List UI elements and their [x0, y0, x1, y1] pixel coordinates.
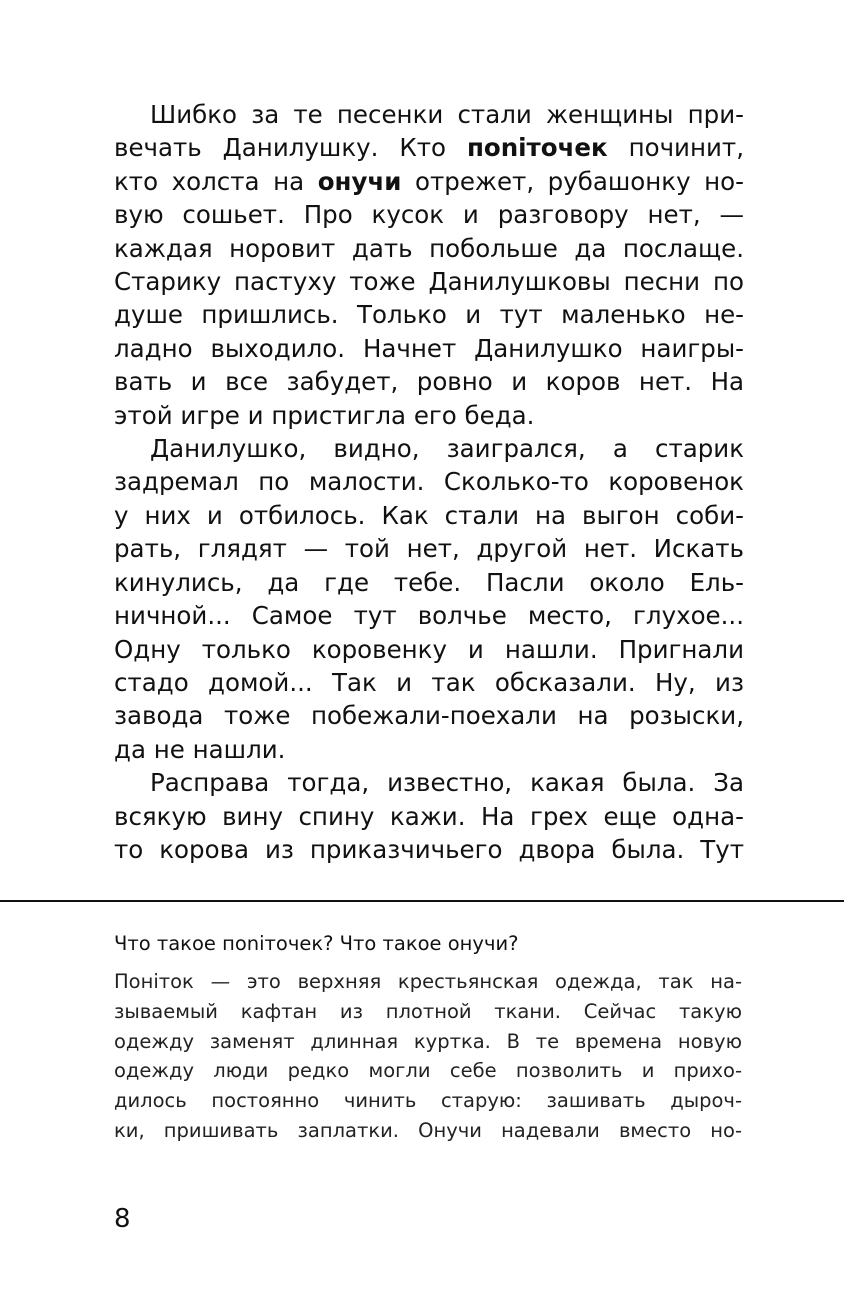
text-fragment: вечать Данилушку. Кто: [114, 133, 467, 163]
text-line: ладно выходило. Начнет Данилушко наигры-: [114, 333, 744, 363]
text-fragment: отрежет, рубашонку но-: [401, 166, 744, 196]
text-line: то корова из приказчичьего двора была. Тут: [114, 834, 744, 864]
note-box: [114, 930, 742, 1146]
note-line: Понiток — это верхняя крестьянская одежда, так на-: [114, 970, 742, 993]
paragraph-1: [114, 98, 744, 432]
note-title: Что такое поniточек? Что такое онучи?: [114, 932, 519, 955]
text-line: всякую вину спину кажи. На грех еще одна-: [114, 801, 744, 831]
text-line: ничной... Самое тут волчье место, глухое...: [114, 601, 744, 631]
text-line: да не нашли.: [114, 734, 286, 764]
text-line: Расправа тогда, известно, какая была. За: [150, 768, 744, 798]
text-line: Шибко за те песенки стали женщины при-: [150, 100, 744, 129]
text-line: [114, 165, 744, 198]
text-line: Одну только коровенку и нашли. Пригнали: [114, 634, 744, 664]
note-line: дилось постоянно чинить старую: зашивать дыроч-: [114, 1089, 742, 1113]
section-divider: [0, 900, 844, 902]
paragraph-3: [114, 766, 744, 866]
text-line: кинулись, да где тебе. Пасли около Ель-: [114, 567, 744, 597]
text-line: рать, глядят — той нет, другой нет. Искать: [114, 534, 744, 564]
text-line: вать и все забудет, ровно и коров нет. На: [114, 367, 744, 397]
text-line: Данилушко, видно, заигрался, а старик: [150, 434, 744, 464]
text-line: [114, 131, 744, 164]
bold-term-ponitochek: поniточек: [466, 133, 608, 163]
text-fragment: починит,: [607, 133, 744, 163]
text-line: задремал по малости. Сколько-то коровенок: [114, 467, 744, 497]
bold-term-onuchi: онучи: [317, 166, 402, 196]
note-text: [114, 967, 742, 1146]
note-line: зываемый кафтан из плотной ткани. Сейчас такую: [114, 999, 742, 1023]
text-line: каждая норовит дать побольше да послаще.: [114, 233, 744, 263]
text-line: этой игре и пристигла его беда.: [114, 400, 535, 430]
text-line: завода тоже побежали-поехали на розыски,: [114, 701, 744, 731]
text-line: Старику пастуху тоже Данилушковы песни по: [114, 267, 744, 297]
text-line: вую сошьет. Про кусок и разговору нет, —: [114, 200, 744, 230]
note-line: ки, пришивать заплатки. Онучи надевали вместо но-: [114, 1118, 742, 1142]
note-line: одежду люди редко могли себе позволить и прихо-: [114, 1059, 742, 1083]
note-line: одежду заменят длинная куртка. В те времена новую: [114, 1029, 742, 1053]
paragraph-2: [114, 432, 744, 766]
text-line: душе пришлись. Только и тут маленько не-: [114, 300, 744, 330]
main-text: [114, 98, 744, 866]
text-line: стадо домой... Так и так обсказали. Ну, из: [114, 667, 744, 697]
text-line: у них и отбилось. Как стали на выгон соби-: [114, 500, 744, 530]
text-fragment: кто холста на: [114, 166, 318, 196]
page-number: 8: [114, 1204, 131, 1234]
